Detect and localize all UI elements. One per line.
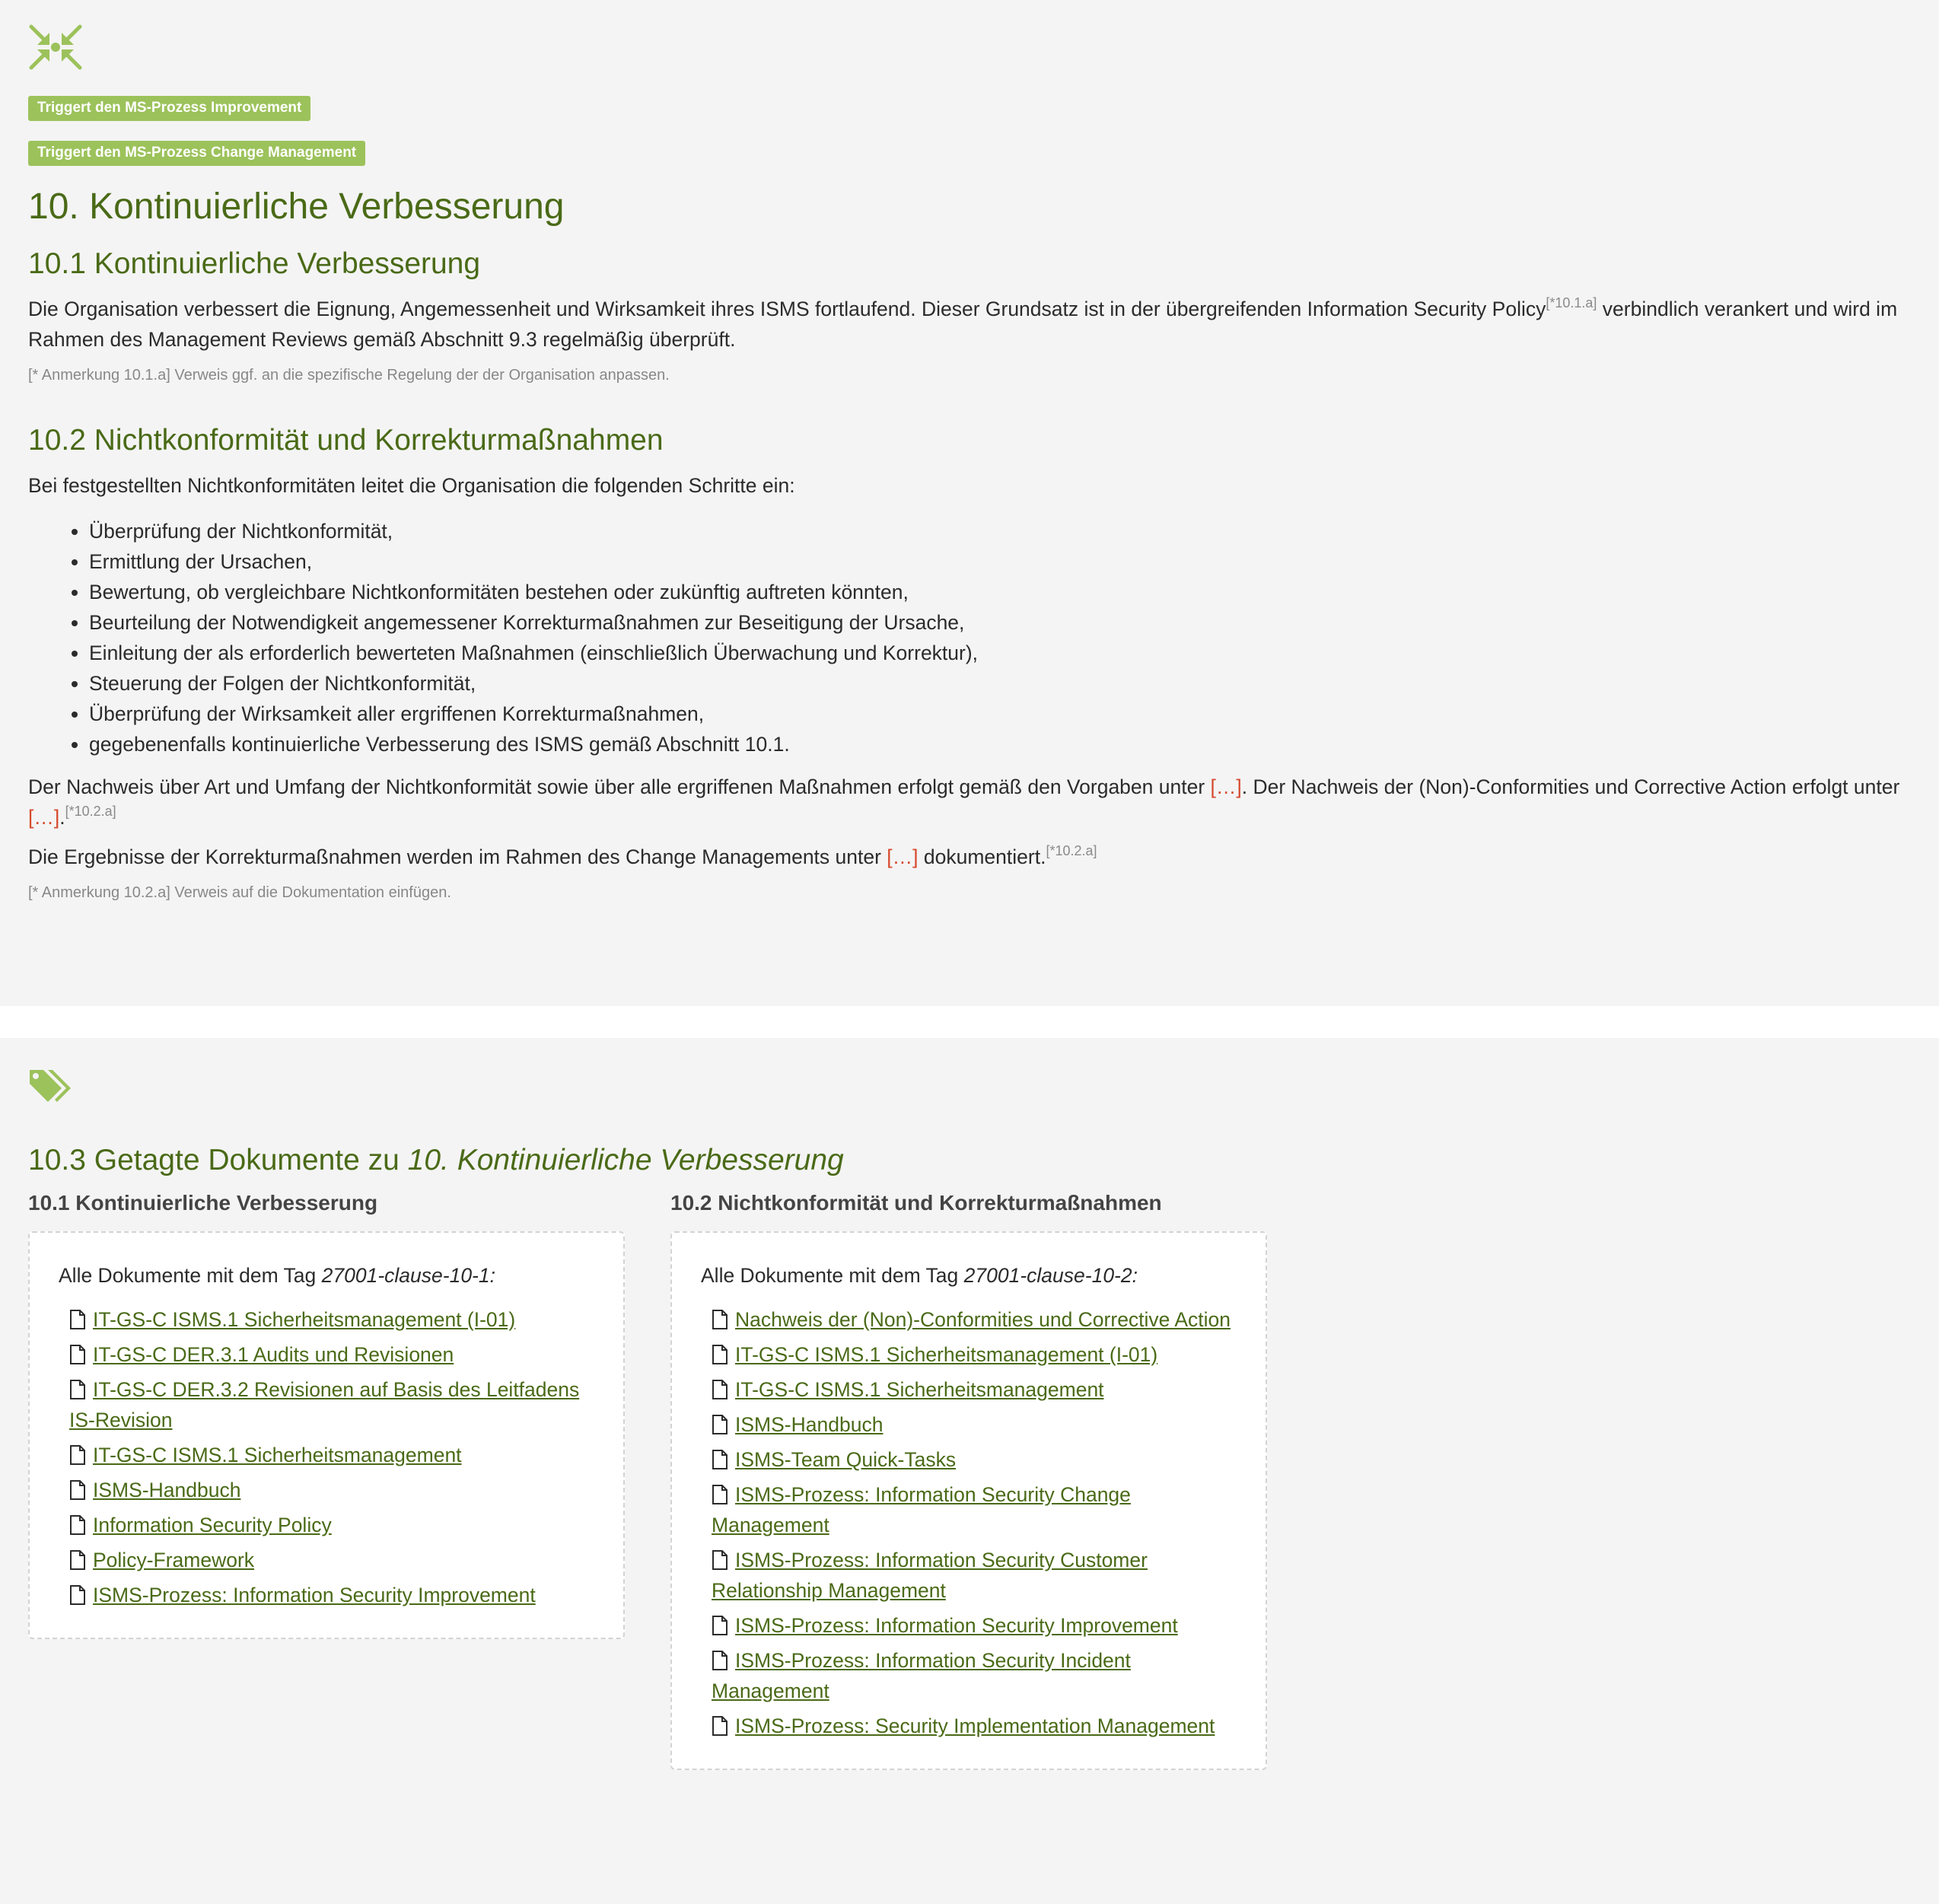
paragraph-text: . Der Nachweis der (Non)-Conformities und Corrective Action erfolgt unter [1241, 775, 1900, 798]
file-icon [712, 1310, 728, 1329]
document-link[interactable]: ISMS-Prozess: Information Security Change Management [712, 1483, 1131, 1536]
footnote-note: [* Anmerkung 10.1.a] Verweis ggf. an die spezifische Regelung der der Organisation anpassen. [28, 367, 670, 384]
list-item: • Überprüfung der Nichtkonformität, [89, 516, 1911, 546]
file-icon [712, 1485, 728, 1504]
document-link[interactable]: IT-GS-C ISMS.1 Sicherheitsmanagement [93, 1444, 462, 1466]
document-list [59, 1304, 594, 1610]
document-link[interactable]: IT-GS-C ISMS.1 Sicherheitsmanagement [735, 1378, 1104, 1401]
steps-list [28, 516, 1911, 759]
paragraph-text: dokumentiert. [918, 845, 1046, 868]
tag-intro [59, 1260, 594, 1291]
badge-improvement: Triggert den MS-Prozess Improvement [28, 96, 310, 121]
paragraph-results [28, 842, 1911, 872]
document-link[interactable]: IT-GS-C DER.3.1 Audits und Revisionen [93, 1343, 454, 1366]
tag-columns [28, 1190, 1911, 1770]
list-item [69, 1304, 594, 1335]
document-link[interactable]: ISMS-Prozess: Information Security Incident Management [712, 1649, 1131, 1702]
file-icon [69, 1585, 86, 1605]
tag-column-10-2 [670, 1190, 1267, 1770]
placeholder-marker: […] [1210, 775, 1242, 798]
footnote-ref: [*10.1.a] [1546, 295, 1597, 310]
list-item [712, 1409, 1237, 1440]
list-item: • Bewertung, ob vergleichbare Nichtkonformitäten bestehen oder zukünftig auftreten könnten, [89, 577, 1911, 607]
tags-icon [28, 1067, 85, 1113]
list-item [69, 1580, 594, 1610]
list-item [712, 1339, 1237, 1370]
document-list [701, 1304, 1237, 1741]
list-item [69, 1339, 594, 1370]
badge-change-management: Triggert den MS-Prozess Change Management [28, 141, 365, 166]
file-icon [712, 1716, 728, 1736]
intro-text: Alle Dokumente mit dem Tag [701, 1264, 964, 1287]
document-link[interactable]: Information Security Policy [93, 1514, 332, 1536]
file-icon [712, 1450, 728, 1469]
list-item [69, 1475, 594, 1505]
file-icon [69, 1550, 86, 1570]
intro-text: Alle Dokumente mit dem Tag [59, 1264, 322, 1287]
document-link[interactable]: IT-GS-C ISMS.1 Sicherheitsmanagement (I-01) [735, 1343, 1158, 1366]
document-link[interactable]: Nachweis der (Non)-Conformities und Corrective Action [735, 1308, 1231, 1331]
footnote-ref: [*10.2.a] [1046, 843, 1097, 858]
list-item [69, 1545, 594, 1575]
document-link[interactable]: IT-GS-C ISMS.1 Sicherheitsmanagement (I-01) [93, 1308, 516, 1331]
tag-box [28, 1231, 625, 1639]
list-item: • Überprüfung der Wirksamkeit aller ergriffenen Korrekturmaßnahmen, [89, 699, 1911, 729]
paragraph-proof [28, 772, 1911, 833]
list-item [712, 1645, 1237, 1706]
file-icon [69, 1480, 86, 1500]
heading-italic: 10. Kontinuierliche Verbesserung [407, 1144, 844, 1176]
file-icon [69, 1310, 86, 1329]
list-item: • Beurteilung der Notwendigkeit angemessener Korrekturmaßnahmen zur Beseitigung der Ursache, [89, 607, 1911, 638]
compress-arrows-icon [28, 24, 85, 70]
list-item [69, 1374, 594, 1435]
list-item [712, 1479, 1237, 1540]
page-title: 10. Kontinuierliche Verbesserung [28, 186, 565, 227]
list-item [712, 1444, 1237, 1475]
tagged-documents-section [0, 1038, 1939, 1904]
document-link[interactable]: ISMS-Prozess: Information Security Improvement [93, 1584, 536, 1606]
list-item [712, 1545, 1237, 1606]
heading-text: 10.3 Getagte Dokumente zu [28, 1144, 408, 1176]
column-title: 10.2 Nichtkonformität und Korrekturmaßnahmen [670, 1191, 1162, 1215]
paragraph-intro: Bei festgestellten Nichtkonformitäten leitet die Organisation die folgenden Schritte ein: [28, 474, 795, 497]
file-icon [712, 1550, 728, 1570]
file-icon [712, 1616, 728, 1635]
paragraph-text: Die Organisation verbessert die Eignung, Angemessenheit und Wirksamkeit ihres ISMS fortlaufend. Dieser Grundsatz ist in der übergreifenden Information Security Policy [28, 298, 1546, 320]
tagged-heading [28, 1143, 1911, 1178]
list-item [712, 1610, 1237, 1641]
paragraph-text: . [59, 806, 65, 829]
paragraph-10-1 [28, 294, 1911, 355]
document-link[interactable]: ISMS-Handbuch [735, 1413, 884, 1436]
document-link[interactable]: ISMS-Prozess: Information Security Customer Relationship Management [712, 1549, 1148, 1602]
placeholder-marker: […] [28, 806, 60, 829]
list-item [712, 1304, 1237, 1335]
document-link[interactable]: IT-GS-C DER.3.2 Revisionen auf Basis des Leitfadens IS-Revision [69, 1378, 580, 1431]
footnote-ref: [*10.2.a] [65, 804, 116, 819]
document-link[interactable]: ISMS-Prozess: Information Security Improvement [735, 1614, 1178, 1637]
file-icon [712, 1415, 728, 1434]
paragraph-text: Der Nachweis über Art und Umfang der Nichtkonformität sowie über alle ergriffenen Maßnahmen erfolgt gemäß den Vorgaben unter [28, 775, 1211, 798]
paragraph-text: Die Ergebnisse der Korrekturmaßnahmen werden im Rahmen des Change Managements unter [28, 845, 887, 868]
file-icon [69, 1380, 86, 1399]
placeholder-marker: […] [887, 845, 919, 868]
list-item: • Ermittlung der Ursachen, [89, 546, 1911, 577]
column-title: 10.1 Kontinuierliche Verbesserung [28, 1191, 378, 1215]
file-icon [712, 1345, 728, 1364]
tag-name: 27001-clause-10-1: [321, 1264, 495, 1287]
list-item: • gegebenenfalls kontinuierliche Verbesserung des ISMS gemäß Abschnitt 10.1. [89, 729, 1911, 759]
file-icon [69, 1445, 86, 1465]
tag-box [670, 1231, 1267, 1770]
tag-name: 27001-clause-10-2: [963, 1264, 1138, 1287]
list-item [69, 1510, 594, 1540]
list-item: • Einleitung der als erforderlich bewerteten Maßnahmen (einschließlich Überwachung und Korrektur), [89, 638, 1911, 668]
list-item [712, 1374, 1237, 1405]
footnote-note: [* Anmerkung 10.2.a] Verweis auf die Dokumentation einfügen. [28, 884, 451, 901]
document-link[interactable]: ISMS-Prozess: Security Implementation Management [735, 1715, 1215, 1737]
paragraph-text: verbindlich verankert und wird im Rahmen des Management Reviews gemäß Abschnitt 9.3 regelmäßig überprüft. [28, 298, 1898, 351]
file-icon [69, 1515, 86, 1535]
file-icon [712, 1380, 728, 1399]
document-link[interactable]: ISMS-Handbuch [93, 1479, 241, 1501]
file-icon [69, 1345, 86, 1364]
list-item: • Steuerung der Folgen der Nichtkonformität, [89, 668, 1911, 699]
tag-column-10-1 [28, 1190, 625, 1770]
heading-10-1: 10.1 Kontinuierliche Verbesserung [28, 247, 481, 280]
list-item [712, 1711, 1237, 1741]
document-link[interactable]: ISMS-Team Quick-Tasks [735, 1448, 957, 1471]
list-item [69, 1440, 594, 1470]
file-icon [712, 1651, 728, 1670]
document-link[interactable]: Policy-Framework [93, 1549, 255, 1571]
tag-intro [701, 1260, 1237, 1291]
heading-10-2: 10.2 Nichtkonformität und Korrekturmaßnahmen [28, 424, 664, 457]
